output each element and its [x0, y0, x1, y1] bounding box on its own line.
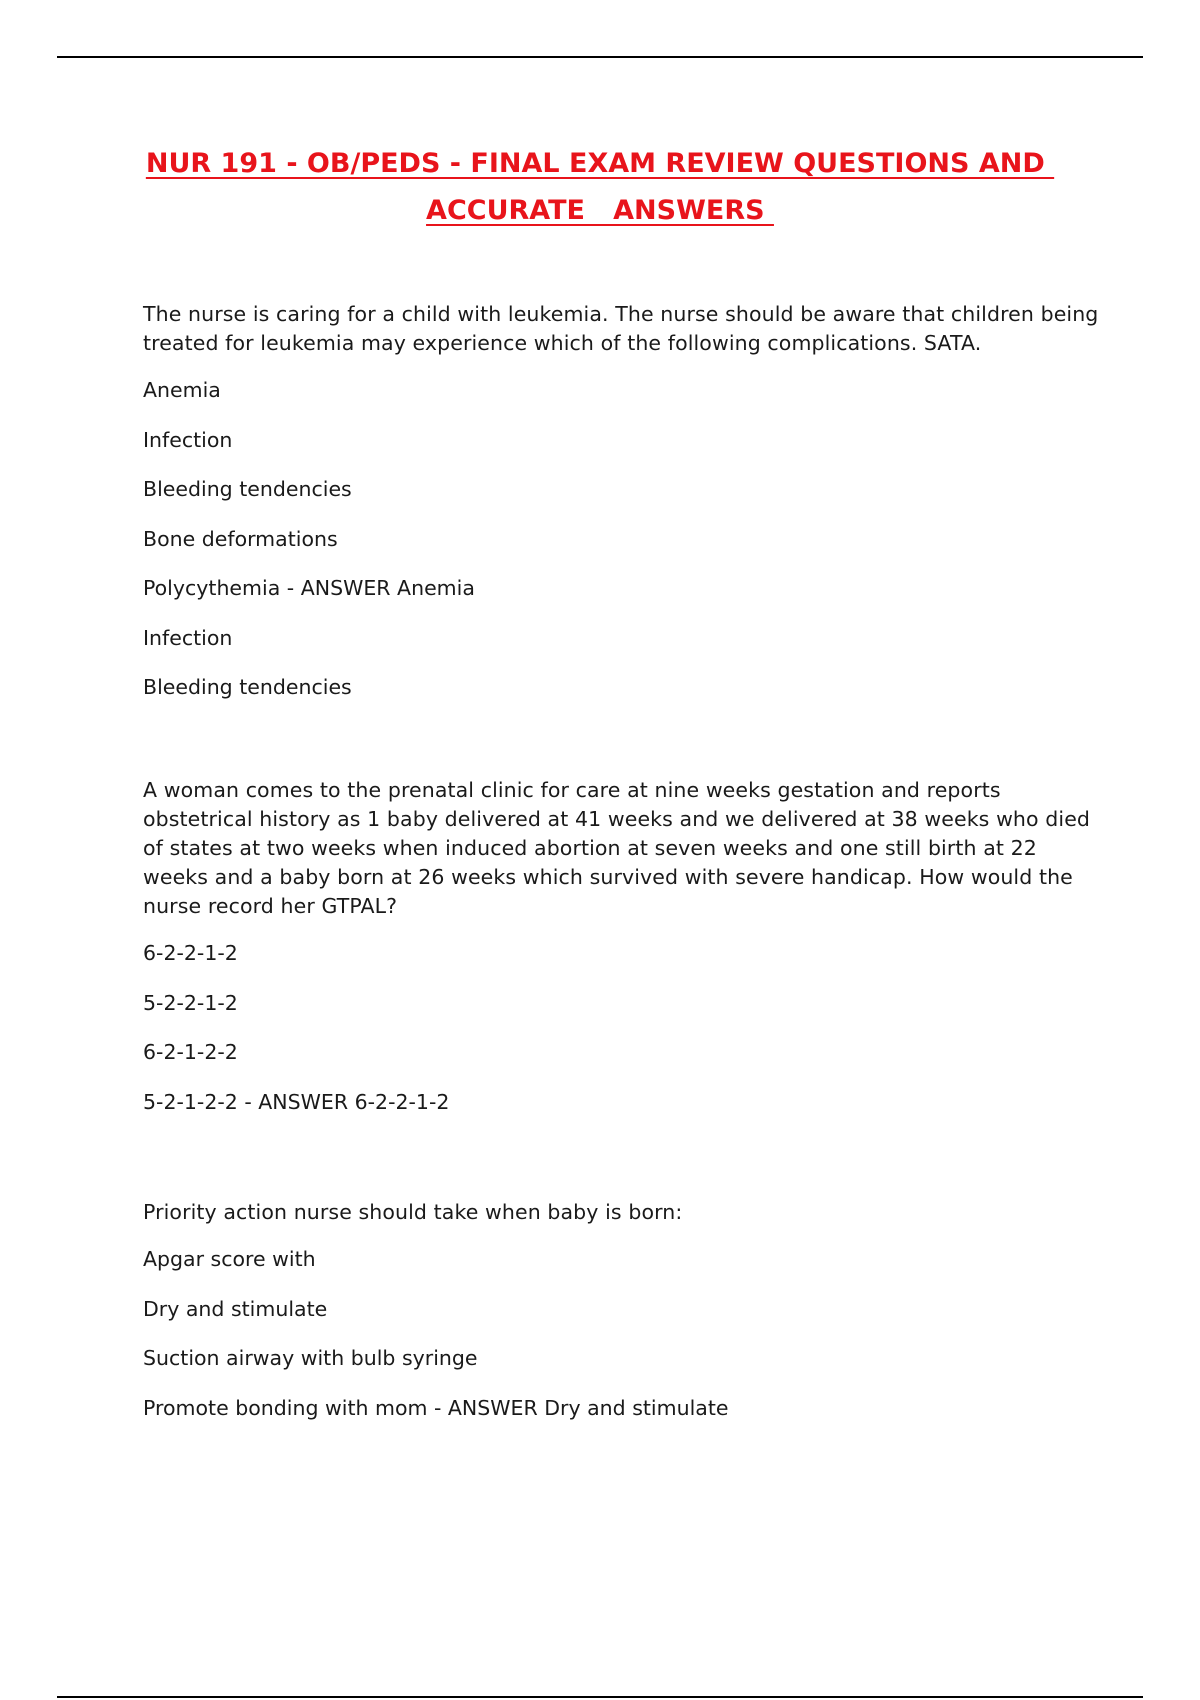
- question-stem: Priority action nurse should take when baby is born:: [143, 1200, 683, 1224]
- bottom-rule: [57, 1696, 1143, 1698]
- option-answer-line: Polycythemia - ANSWER Anemia: [143, 576, 475, 600]
- option-line: Bone deformations: [143, 526, 338, 551]
- question-1: [143, 300, 1103, 723]
- option-line: Dry and stimulate: [143, 1296, 328, 1321]
- document-title: [60, 140, 1140, 234]
- question-stem: A woman comes to the prenatal clinic for care at nine weeks gestation and reports obstetrical history as 1 baby delivered at 41 weeks and we delivered at 38 weeks who died of states at two weeks when induced abortion at seven weeks and one still birth at 22 weeks and a baby born at 26 weeks which survived with severe handicap. How would the nurse record her GTPAL?: [143, 778, 1091, 918]
- answer-line: Infection: [143, 625, 233, 650]
- option-line: Apgar score with: [143, 1247, 316, 1271]
- option-line: Infection: [143, 427, 233, 452]
- option-line: Suction airway with bulb syringe: [143, 1346, 478, 1370]
- top-rule: [57, 56, 1143, 58]
- option-line: Anemia: [143, 378, 221, 402]
- option-line: 6-2-1-2-2: [143, 1040, 238, 1064]
- title-line-1: NUR 191 - OB/PEDS - FINAL EXAM REVIEW QUESTIONS AND: [145, 148, 1055, 179]
- question-3: [143, 1198, 1103, 1443]
- answer-line: Bleeding tendencies: [143, 675, 352, 699]
- title-line-2: ACCURATE ANSWERS: [426, 195, 774, 226]
- question-2: [143, 776, 1103, 1137]
- option-line: Bleeding tendencies: [143, 477, 352, 501]
- option-line: 5-2-2-1-2: [143, 990, 238, 1015]
- question-stem: The nurse is caring for a child with leukemia. The nurse should be aware that children being treated for leukemia may experience which of the following complications. SATA.: [143, 302, 1099, 355]
- option-answer-line: Promote bonding with mom - ANSWER Dry and stimulate: [143, 1395, 729, 1420]
- option-answer-line: 5-2-1-2-2 - ANSWER 6-2-2-1-2: [143, 1089, 450, 1114]
- option-line: 6-2-2-1-2: [143, 941, 238, 965]
